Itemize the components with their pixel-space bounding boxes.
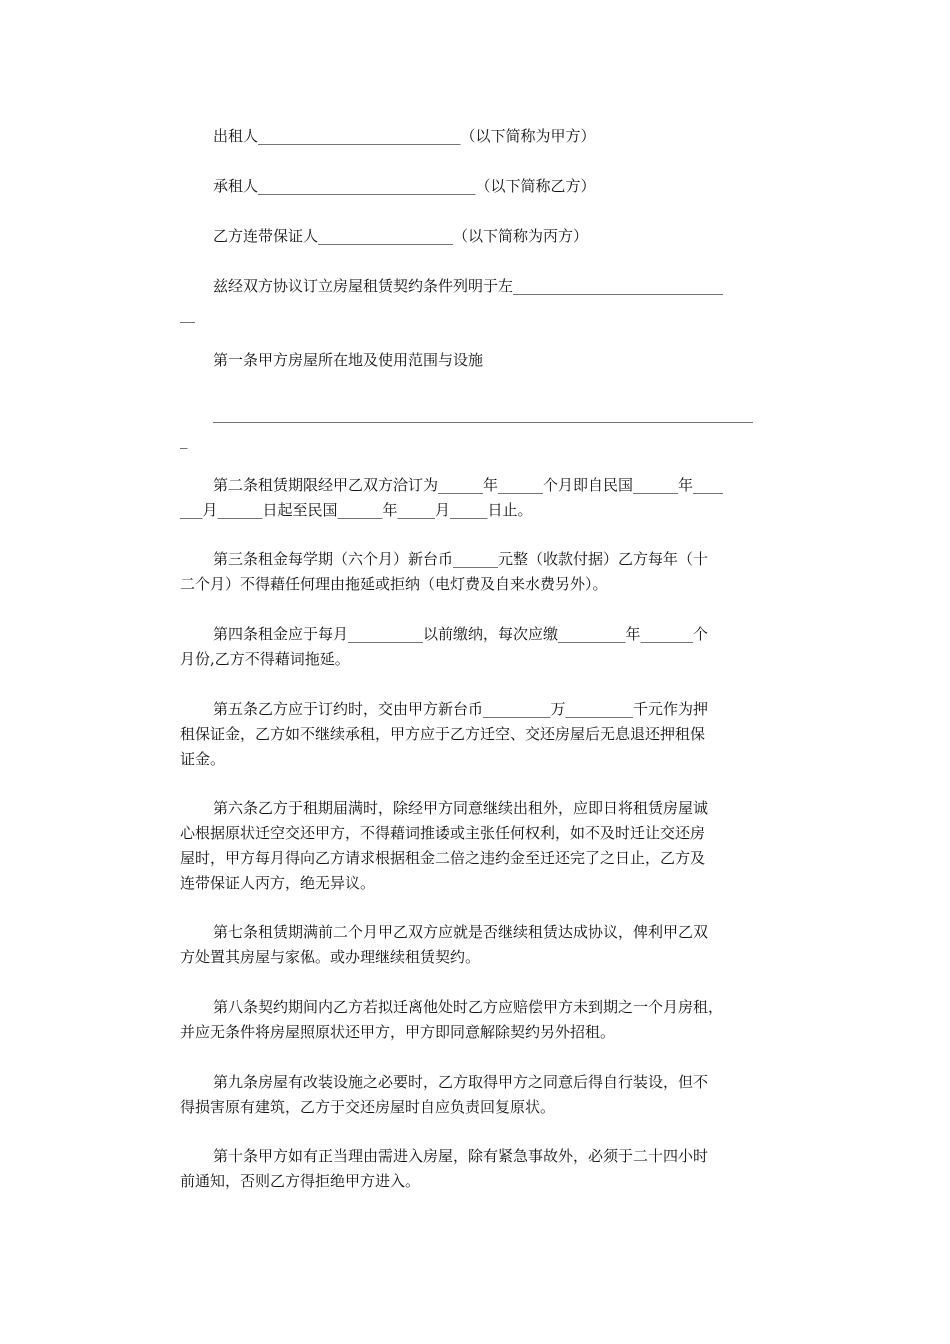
- article-5-line-2: 租保证金，乙方如不继续承租，甲方应于乙方迁空、交还房屋后无息退还押租保: [180, 725, 706, 743]
- article-2-line-1: 第二条租赁期限经甲乙双方洽订为______年______个月即自民国______年____: [213, 476, 724, 494]
- article-4-line-2: 月份,乙方不得藉词拖延。: [180, 650, 350, 668]
- preamble-line: 兹经双方协议订立房屋租赁契约条件列明于左____________________________: [213, 277, 724, 295]
- lessee-line: 承租人_____________________________（以下简称乙方）: [213, 177, 596, 195]
- article-7-line-2: 方处置其房屋与家俬。或办理继续租赁契约。: [180, 948, 481, 966]
- article-2-line-2: ___月______日起至民国______年_____月_____日止。: [180, 501, 533, 519]
- article-1-title: 第一条甲方房屋所在地及使用范围与设施: [213, 351, 484, 369]
- article-9-line-1: 第九条房屋有改装设施之必要时，乙方取得甲方之同意后得自行装设，但不: [213, 1073, 709, 1091]
- article-6-line-1: 第六条乙方于租期届满时，除经甲方同意继续出租外，应即日将租赁房屋诚: [213, 799, 709, 817]
- preamble-continuation: __: [180, 305, 195, 323]
- article-9-line-2: 得损害原有建筑，乙方于交还房屋时自应负责回复原状。: [180, 1098, 556, 1116]
- article-6-line-2: 心根据原状迁空交还甲方，不得藉词推诿或主张任何权利，如不及时迁让交还房: [180, 824, 706, 842]
- article-10-line-1: 第十条甲方如有正当理由需进入房屋，除有紧急事故外，必须于二十四小时: [213, 1147, 709, 1165]
- article-7-line-1: 第七条租赁期满前二个月甲乙双方应就是否继续租赁达成协议，俾利甲乙双: [213, 923, 709, 941]
- article-6-line-3: 屋时，甲方每月得向乙方请求根据租金二倍之违约金至迁还完了之日止，乙方及: [180, 849, 706, 867]
- guarantor-line: 乙方连带保证人__________________（以下简称为丙方）: [213, 227, 589, 245]
- article-1-blank: ________________________________________________________________________: [213, 405, 753, 423]
- article-4-line-1: 第四条租金应于每月__________以前缴纳，每次应缴_________年_______个: [213, 625, 709, 643]
- article-10-line-2: 前通知，否则乙方得拒绝甲方进入。: [180, 1172, 421, 1190]
- article-5-line-1: 第五条乙方应于订约时，交由甲方新台币_________万_________千元作为押: [213, 700, 709, 718]
- article-6-line-4: 连带保证人丙方，绝无异议。: [180, 874, 376, 892]
- article-8-line-2: 并应无条件将房屋照原状还甲方，甲方即同意解除契约另外招租。: [180, 1023, 616, 1041]
- lessor-line: 出租人___________________________（以下简称为甲方）: [213, 127, 596, 145]
- article-1-blank-continuation: _: [180, 431, 188, 449]
- article-3-line-1: 第三条租金每学期（六个月）新台币______元整（收款付据）乙方每年（十: [213, 550, 709, 568]
- article-3-line-2: 二个月）不得藉任何理由拖延或拒纳（电灯费及自来水费另外）。: [180, 575, 608, 593]
- article-8-line-1: 第八条契约期间内乙方若拟迁离他处时乙方应赔偿甲方未到期之一个月房租，: [213, 998, 724, 1016]
- article-5-line-3: 证金。: [180, 750, 226, 768]
